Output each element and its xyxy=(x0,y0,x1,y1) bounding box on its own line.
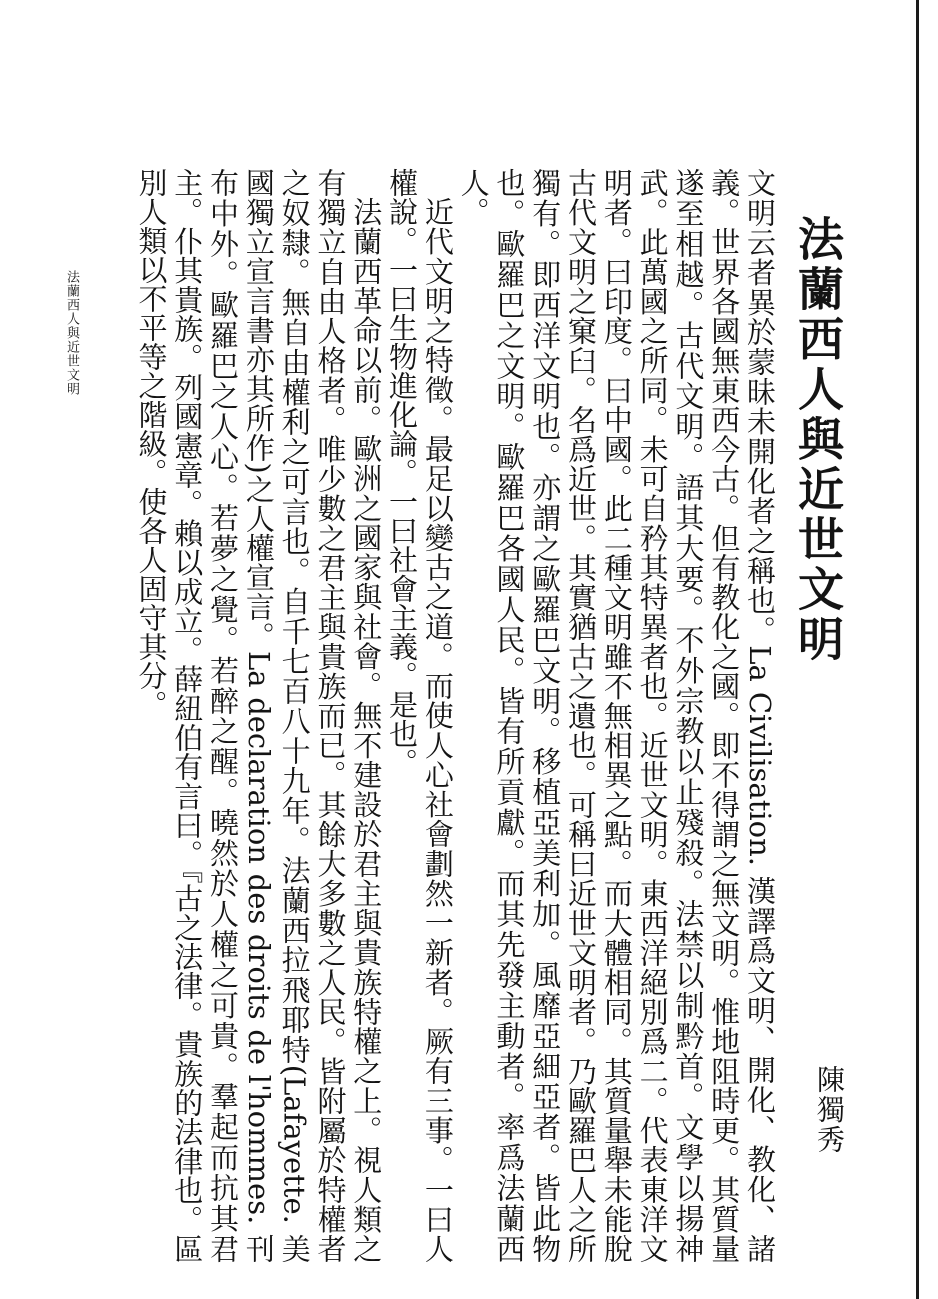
running-header: 法蘭西人與近世文明 xyxy=(64,270,79,396)
author-name: 陳獨秀 xyxy=(813,1065,846,1155)
article-body xyxy=(95,168,777,1263)
paragraph-introduction: 文明云者異於蒙昧未開化者之稱也。La Civilisation. 漢譯爲文明、開化、教化、諸義。世界各國無東西今古。但有教化之國。即不得謂之無文明。惟地阻時更。其質量遂至相越。古代文明。語其大要。不外宗教以止殘殺。法禁以制黔首。文學以揚神武。此萬國之所同。未可自矜其特異者也。近世文明。東西洋絕別爲二。代表東洋文明者。曰印度。曰中國。此二種文明雖不無相異之點。而大體相同。其質量舉未能脫古代文明之窠臼。名爲近世。其實猶古之遺也。可稱曰近世文明者。乃歐羅巴人之所獨有。即西洋文明也。亦謂之歐羅巴文明。移植亞美利加。風靡亞細亞者。皆此物也。歐羅巴之文明。歐羅巴各國人民。皆有所貢獻。而其先發主動者。率爲法蘭西人。 xyxy=(456,168,777,1263)
paragraph-human-rights: 法蘭西革命以前。歐洲之國家與社會。無不建設於君主與貴族特權之上。視人類之有獨立自由人格者。唯少數之君主與貴族而已。其餘大多數之人民。皆附屬於特權者之奴隸。無自由權利之可言也。自千七百八十九年。法蘭西拉飛耶特(Lafayette. 美國獨立宣言書亦其所作)之人權宣言。La declaration des droits de l'hommes. 刊布中外。歐羅巴之人心。若夢之覺。若醉之醒。曉然於人權之可貴。羣起而抗其君主。仆其貴族。列國憲章。賴以成立。薛紐伯有言曰。『古之法律。貴族的法律也。區別人類以不平等之階級。使各人固守其分。 xyxy=(134,168,384,1263)
article-title: 法蘭西人與近世文明 xyxy=(791,215,845,665)
page-edge-border xyxy=(916,0,919,1299)
paragraph-three-features: 近代文明之特徵。最足以變古之道。而使人心社會劃然一新者。厥有三事。一曰人權說。一曰生物進化論。一曰社會主義。是也。 xyxy=(385,168,455,1263)
